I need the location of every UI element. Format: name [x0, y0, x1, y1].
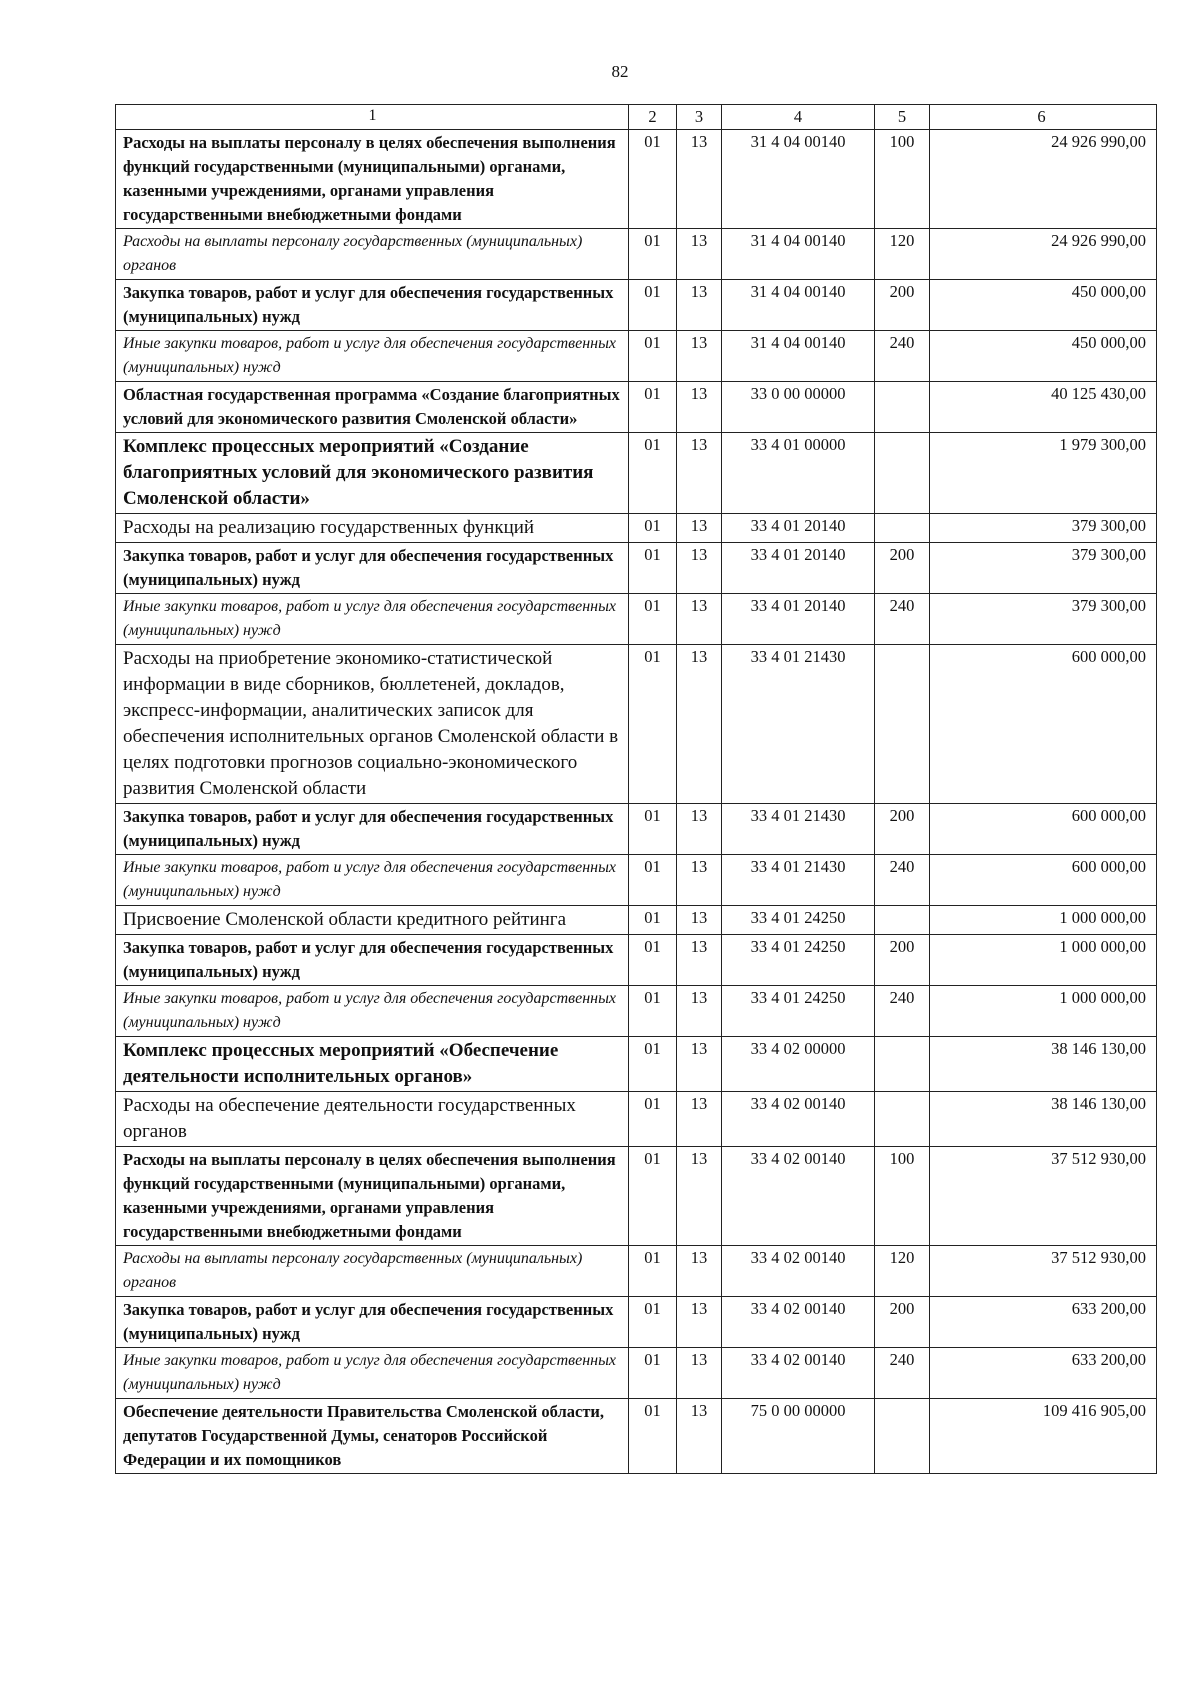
section-cell: 01 — [629, 1297, 677, 1348]
item-name-cell: Комплекс процессных мероприятий «Создание благоприятных условий для экономического развития Смоленской области» — [116, 433, 629, 514]
expense-type-cell: 200 — [875, 543, 930, 594]
target-article-cell: 31 4 04 00140 — [722, 331, 875, 382]
section-cell: 01 — [629, 1037, 677, 1092]
amount-cell: 379 300,00 — [930, 514, 1157, 543]
item-name-cell: Расходы на обеспечение деятельности государственных органов — [116, 1092, 629, 1147]
target-article-cell: 33 4 01 21430 — [722, 855, 875, 906]
table-row — [116, 514, 1157, 543]
expense-type-cell: 120 — [875, 1246, 930, 1297]
amount-cell: 633 200,00 — [930, 1297, 1157, 1348]
amount-cell: 37 512 930,00 — [930, 1246, 1157, 1297]
header-cell-1: 1 — [116, 105, 629, 130]
table-row — [116, 935, 1157, 986]
amount-cell: 1 000 000,00 — [930, 906, 1157, 935]
item-name-cell: Расходы на выплаты персоналу в целях обеспечения выполнения функций государственными (муниципальными) органами, казенными учреждениями, органами управления государственными внебюджетными фондами — [116, 130, 629, 229]
subsection-cell: 13 — [677, 1348, 722, 1399]
subsection-cell: 13 — [677, 906, 722, 935]
subsection-cell: 13 — [677, 331, 722, 382]
section-cell: 01 — [629, 1092, 677, 1147]
section-cell: 01 — [629, 594, 677, 645]
amount-cell: 600 000,00 — [930, 855, 1157, 906]
amount-cell: 24 926 990,00 — [930, 130, 1157, 229]
item-name-cell: Закупка товаров, работ и услуг для обеспечения государственных (муниципальных) нужд — [116, 543, 629, 594]
section-cell: 01 — [629, 130, 677, 229]
section-cell: 01 — [629, 543, 677, 594]
expense-type-cell: 200 — [875, 280, 930, 331]
section-cell: 01 — [629, 804, 677, 855]
target-article-cell: 75 0 00 00000 — [722, 1399, 875, 1474]
target-article-cell: 33 4 01 24250 — [722, 906, 875, 935]
amount-cell: 633 200,00 — [930, 1348, 1157, 1399]
subsection-cell: 13 — [677, 1147, 722, 1246]
section-cell: 01 — [629, 514, 677, 543]
subsection-cell: 13 — [677, 130, 722, 229]
target-article-cell: 33 4 02 00140 — [722, 1348, 875, 1399]
subsection-cell: 13 — [677, 804, 722, 855]
target-article-cell: 33 4 02 00000 — [722, 1037, 875, 1092]
table-row — [116, 1147, 1157, 1246]
target-article-cell: 33 4 01 20140 — [722, 514, 875, 543]
header-cell-5: 5 — [875, 105, 930, 130]
section-cell: 01 — [629, 433, 677, 514]
amount-cell: 600 000,00 — [930, 804, 1157, 855]
subsection-cell: 13 — [677, 1399, 722, 1474]
subsection-cell: 13 — [677, 543, 722, 594]
header-cell-6: 6 — [930, 105, 1157, 130]
amount-cell: 37 512 930,00 — [930, 1147, 1157, 1246]
amount-cell: 38 146 130,00 — [930, 1037, 1157, 1092]
subsection-cell: 13 — [677, 280, 722, 331]
amount-cell: 40 125 430,00 — [930, 382, 1157, 433]
item-name-cell: Расходы на выплаты персоналу государственных (муниципальных) органов — [116, 229, 629, 280]
table-row — [116, 645, 1157, 804]
expense-type-cell: 100 — [875, 130, 930, 229]
expense-type-cell: 240 — [875, 1348, 930, 1399]
expense-type-cell — [875, 1399, 930, 1474]
table-row — [116, 855, 1157, 906]
section-cell: 01 — [629, 935, 677, 986]
expense-type-cell — [875, 1092, 930, 1147]
subsection-cell: 13 — [677, 594, 722, 645]
item-name-cell: Иные закупки товаров, работ и услуг для обеспечения государственных (муниципальных) нужд — [116, 331, 629, 382]
target-article-cell: 33 4 02 00140 — [722, 1147, 875, 1246]
table-row — [116, 433, 1157, 514]
amount-cell: 24 926 990,00 — [930, 229, 1157, 280]
section-cell: 01 — [629, 280, 677, 331]
section-cell: 01 — [629, 382, 677, 433]
table-row — [116, 1297, 1157, 1348]
table-row — [116, 331, 1157, 382]
table-row — [116, 130, 1157, 229]
subsection-cell: 13 — [677, 1092, 722, 1147]
item-name-cell: Присвоение Смоленской области кредитного рейтинга — [116, 906, 629, 935]
target-article-cell: 33 4 02 00140 — [722, 1092, 875, 1147]
amount-cell: 1 000 000,00 — [930, 986, 1157, 1037]
expense-type-cell — [875, 906, 930, 935]
target-article-cell: 33 4 01 24250 — [722, 935, 875, 986]
section-cell: 01 — [629, 855, 677, 906]
subsection-cell: 13 — [677, 855, 722, 906]
target-article-cell: 33 4 02 00140 — [722, 1246, 875, 1297]
budget-table-container — [115, 104, 1144, 1474]
subsection-cell: 13 — [677, 514, 722, 543]
table-row — [116, 1348, 1157, 1399]
expense-type-cell: 200 — [875, 1297, 930, 1348]
subsection-cell: 13 — [677, 645, 722, 804]
table-row — [116, 382, 1157, 433]
item-name-cell: Комплекс процессных мероприятий «Обеспечение деятельности исполнительных органов» — [116, 1037, 629, 1092]
item-name-cell: Закупка товаров, работ и услуг для обеспечения государственных (муниципальных) нужд — [116, 1297, 629, 1348]
item-name-cell: Закупка товаров, работ и услуг для обеспечения государственных (муниципальных) нужд — [116, 804, 629, 855]
amount-cell: 379 300,00 — [930, 594, 1157, 645]
item-name-cell: Иные закупки товаров, работ и услуг для обеспечения государственных (муниципальных) нужд — [116, 1348, 629, 1399]
table-row — [116, 280, 1157, 331]
expense-type-cell: 100 — [875, 1147, 930, 1246]
item-name-cell: Областная государственная программа «Создание благоприятных условий для экономического развития Смоленской области» — [116, 382, 629, 433]
section-cell: 01 — [629, 986, 677, 1037]
item-name-cell: Закупка товаров, работ и услуг для обеспечения государственных (муниципальных) нужд — [116, 280, 629, 331]
amount-cell: 38 146 130,00 — [930, 1092, 1157, 1147]
target-article-cell: 33 4 02 00140 — [722, 1297, 875, 1348]
amount-cell: 109 416 905,00 — [930, 1399, 1157, 1474]
page-number: 82 — [611, 62, 629, 81]
item-name-cell: Расходы на выплаты персоналу государственных (муниципальных) органов — [116, 1246, 629, 1297]
section-cell: 01 — [629, 331, 677, 382]
section-cell: 01 — [629, 906, 677, 935]
section-cell: 01 — [629, 1246, 677, 1297]
subsection-cell: 13 — [677, 986, 722, 1037]
expense-type-cell: 240 — [875, 331, 930, 382]
expense-type-cell — [875, 433, 930, 514]
table-row — [116, 804, 1157, 855]
amount-cell: 1 979 300,00 — [930, 433, 1157, 514]
item-name-cell: Иные закупки товаров, работ и услуг для обеспечения государственных (муниципальных) нужд — [116, 986, 629, 1037]
item-name-cell: Закупка товаров, работ и услуг для обеспечения государственных (муниципальных) нужд — [116, 935, 629, 986]
amount-cell: 450 000,00 — [930, 331, 1157, 382]
subsection-cell: 13 — [677, 382, 722, 433]
expense-type-cell: 200 — [875, 804, 930, 855]
subsection-cell: 13 — [677, 935, 722, 986]
subsection-cell: 13 — [677, 229, 722, 280]
target-article-cell: 31 4 04 00140 — [722, 280, 875, 331]
item-name-cell: Иные закупки товаров, работ и услуг для обеспечения государственных (муниципальных) нужд — [116, 855, 629, 906]
expense-type-cell: 120 — [875, 229, 930, 280]
target-article-cell: 31 4 04 00140 — [722, 229, 875, 280]
header-cell-3: 3 — [677, 105, 722, 130]
table-row — [116, 229, 1157, 280]
expense-type-cell: 240 — [875, 855, 930, 906]
target-article-cell: 33 4 01 21430 — [722, 804, 875, 855]
amount-cell: 379 300,00 — [930, 543, 1157, 594]
item-name-cell: Иные закупки товаров, работ и услуг для обеспечения государственных (муниципальных) нужд — [116, 594, 629, 645]
header-cell-4: 4 — [722, 105, 875, 130]
target-article-cell: 33 4 01 20140 — [722, 543, 875, 594]
section-cell: 01 — [629, 1147, 677, 1246]
budget-table — [115, 104, 1157, 1474]
expense-type-cell — [875, 514, 930, 543]
target-article-cell: 33 4 01 20140 — [722, 594, 875, 645]
table-row — [116, 543, 1157, 594]
target-article-cell: 33 4 01 24250 — [722, 986, 875, 1037]
table-header-row — [116, 105, 1157, 130]
table-row — [116, 986, 1157, 1037]
amount-cell: 1 000 000,00 — [930, 935, 1157, 986]
target-article-cell: 33 4 01 00000 — [722, 433, 875, 514]
item-name-cell: Расходы на выплаты персоналу в целях обеспечения выполнения функций государственными (муниципальными) органами, казенными учреждениями, органами управления государственными внебюджетными фондами — [116, 1147, 629, 1246]
table-row — [116, 1037, 1157, 1092]
subsection-cell: 13 — [677, 1246, 722, 1297]
subsection-cell: 13 — [677, 433, 722, 514]
item-name-cell: Расходы на приобретение экономико-статистической информации в виде сборников, бюллетеней, докладов, экспресс-информации, аналитических записок для обеспечения исполнительных органов Смоленской области в целях подготовки прогнозов социально-экономического развития Смоленской области — [116, 645, 629, 804]
table-row — [116, 594, 1157, 645]
section-cell: 01 — [629, 1348, 677, 1399]
section-cell: 01 — [629, 1399, 677, 1474]
header-cell-2: 2 — [629, 105, 677, 130]
expense-type-cell: 240 — [875, 986, 930, 1037]
item-name-cell: Расходы на реализацию государственных функций — [116, 514, 629, 543]
expense-type-cell — [875, 645, 930, 804]
expense-type-cell — [875, 1037, 930, 1092]
table-row — [116, 1399, 1157, 1474]
section-cell: 01 — [629, 645, 677, 804]
budget-table-body — [116, 105, 1157, 1474]
expense-type-cell — [875, 382, 930, 433]
expense-type-cell: 240 — [875, 594, 930, 645]
amount-cell: 450 000,00 — [930, 280, 1157, 331]
subsection-cell: 13 — [677, 1037, 722, 1092]
target-article-cell: 31 4 04 00140 — [722, 130, 875, 229]
target-article-cell: 33 4 01 21430 — [722, 645, 875, 804]
item-name-cell: Обеспечение деятельности Правительства Смоленской области, депутатов Государственной Думы, сенаторов Российской Федерации и их помощников — [116, 1399, 629, 1474]
table-row — [116, 1092, 1157, 1147]
table-row — [116, 1246, 1157, 1297]
expense-type-cell: 200 — [875, 935, 930, 986]
section-cell: 01 — [629, 229, 677, 280]
table-row — [116, 906, 1157, 935]
target-article-cell: 33 0 00 00000 — [722, 382, 875, 433]
subsection-cell: 13 — [677, 1297, 722, 1348]
amount-cell: 600 000,00 — [930, 645, 1157, 804]
